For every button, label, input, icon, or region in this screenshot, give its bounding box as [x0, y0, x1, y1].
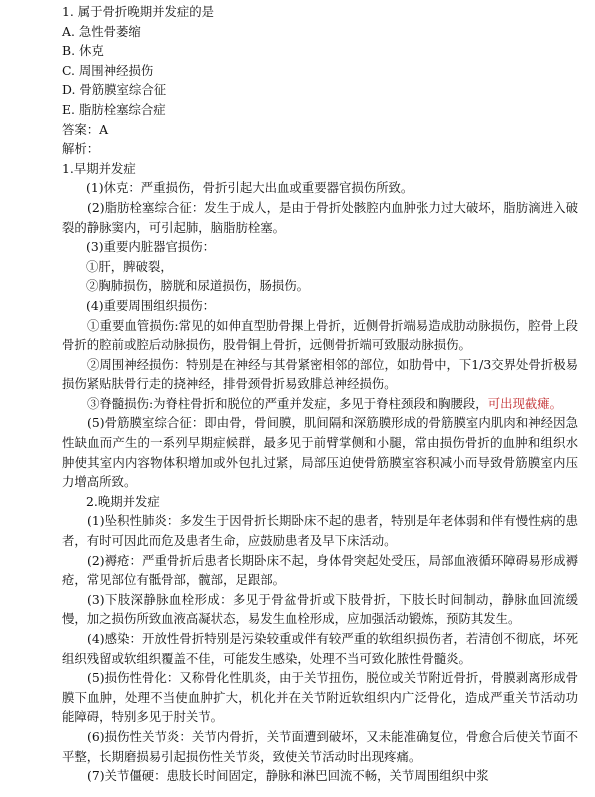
vessel-injury-paragraph: ①重要血管损伤:常见的如伸直型肋骨捰上骨折，近侧骨折端易造成肋动脉损伤，腔骨上段骨折的腔前或腔后动脉损伤，股骨铜上骨折，远侧骨折端可致服动脉损伤。 [62, 317, 578, 353]
nerve-injury-paragraph: ②周围神经损伤：特别是在神经与其骨紧密相邻的部位，如肋骨中，下1/3交界处骨折极易损伤紧贴肤骨行走的挠神经，排骨颈骨折易致腓总神经损伤。 [62, 356, 578, 392]
arthritis-paragraph: (6)损伤性关节炎：关节内骨折，关节面遭到破坏，又未能准确复位，骨愈合后使关节面不平整，长期磨损易引起损伤性关节炎，致使关节活动时出现疼痛。 [62, 728, 578, 764]
dvt-paragraph: (3)下肢深静脉血栓形成：多见于骨盆骨折或下肢骨折，下肢长时间制动，静脉血回流缓慢，加之损伤所致血液高凝状态，易发生血栓形成，应加强活动锻炼，预防其发生。 [62, 591, 578, 627]
option-d: D. 骨筋膜室综合征 [62, 82, 167, 98]
option-c: C. 周围神经损伤 [62, 62, 154, 78]
pneumonia-paragraph: (1)坠积性肺炎：多发生于因骨折长期卧床不起的患者，特别是年老体弱和伴有慢性病的患者，有时可因此而危及患者生命，应鼓励患者及早下床活动。 [62, 513, 578, 549]
analysis-label: 解析： [62, 141, 100, 157]
question-stem: 1. 属于骨折晚期并发症的是 [62, 4, 215, 19]
tissue-injury-heading: (4)重要周围组织损伤： [86, 297, 216, 313]
compartment-syndrome-paragraph: (5)骨筋膜室综合征：即由骨，骨间膜，肌间隔和深筋膜形成的骨筋膜室内肌肉和神经因急性缺血而产生的一系列早期症候群，最多见于前臂掌侧和小腿，常由损伤骨折的血肿和组织水肿使其室内内容物体积增加或外包扎过紧，局部压迫使骨筋膜室容积减小而导致骨筋膜室内压力增高所致。 [62, 415, 578, 490]
infection-paragraph: (4)感染：开放性骨折特别是污染较重或伴有较严重的软组织损伤者，若清创不彻底，坏死组织残留或软组织覆盖不佳，可能发生感染，处理不当可致化脓性骨髓炎。 [62, 631, 578, 666]
option-b: B. 休克 [62, 43, 104, 59]
document-body [62, 2, 578, 786]
answer-line: 答案：A [62, 121, 109, 137]
option-e: E. 脂肪栓塞综合症 [62, 101, 166, 117]
ossification-paragraph: (5)损伤性骨化：又称骨化性肌炎，由于关节扭伤，脱位或关节附近骨折，骨膜剥离形成骨膜下血肿，处理不当使血肿扩大，机化并在关节附近软组织内广泛骨化，造成严重关节活动功能障碍，特别多见于肘关节。 [62, 670, 578, 725]
fat-embolism-paragraph: (2)脂肪栓塞综合征：发生于成人，是由于骨折处骸腔内血肿张力过大破坏，脂肪滴进入破裂的静脉窦内，可引起肺，脑脂肪栓塞。 [62, 199, 578, 235]
organ-injury-item-1: ①肝，脾破裂， [86, 258, 173, 274]
early-complications-heading: 1.早期并发症 [62, 160, 136, 176]
joint-stiffness-paragraph: (7)关节僵硬：患肢长时间固定，静脉和淋巴回流不畅，关节周围组织中浆 [87, 768, 489, 784]
spinal-injury-highlight: 可出现截瘫。 [487, 395, 563, 411]
shock-paragraph: (1)休克：严重损伤，骨折引起大出血或重要器官损伤所致。 [86, 180, 414, 196]
spinal-injury-text: ③脊髓损伤:为脊柱骨折和脱位的严重并发症，多见于脊柱颈段和胸腰段， [87, 395, 488, 411]
late-complications-heading: 2.晚期并发症 [86, 493, 160, 509]
organ-injury-item-2: ②胸肺损伤，膀胱和尿道损伤，肠损伤。 [86, 278, 310, 294]
spinal-injury-paragraph [62, 394, 578, 414]
organ-injury-heading: (3)重要内脏器官损伤： [86, 239, 216, 255]
bedsore-paragraph: (2)褥疮：严重骨折后患者长期卧床不起，身体骨突起处受压，局部血液循环障碍易形成褥疮，常见部位有骶骨部，髋部，足跟部。 [62, 552, 578, 588]
option-a: A. 急性骨萎缩 [62, 23, 141, 39]
